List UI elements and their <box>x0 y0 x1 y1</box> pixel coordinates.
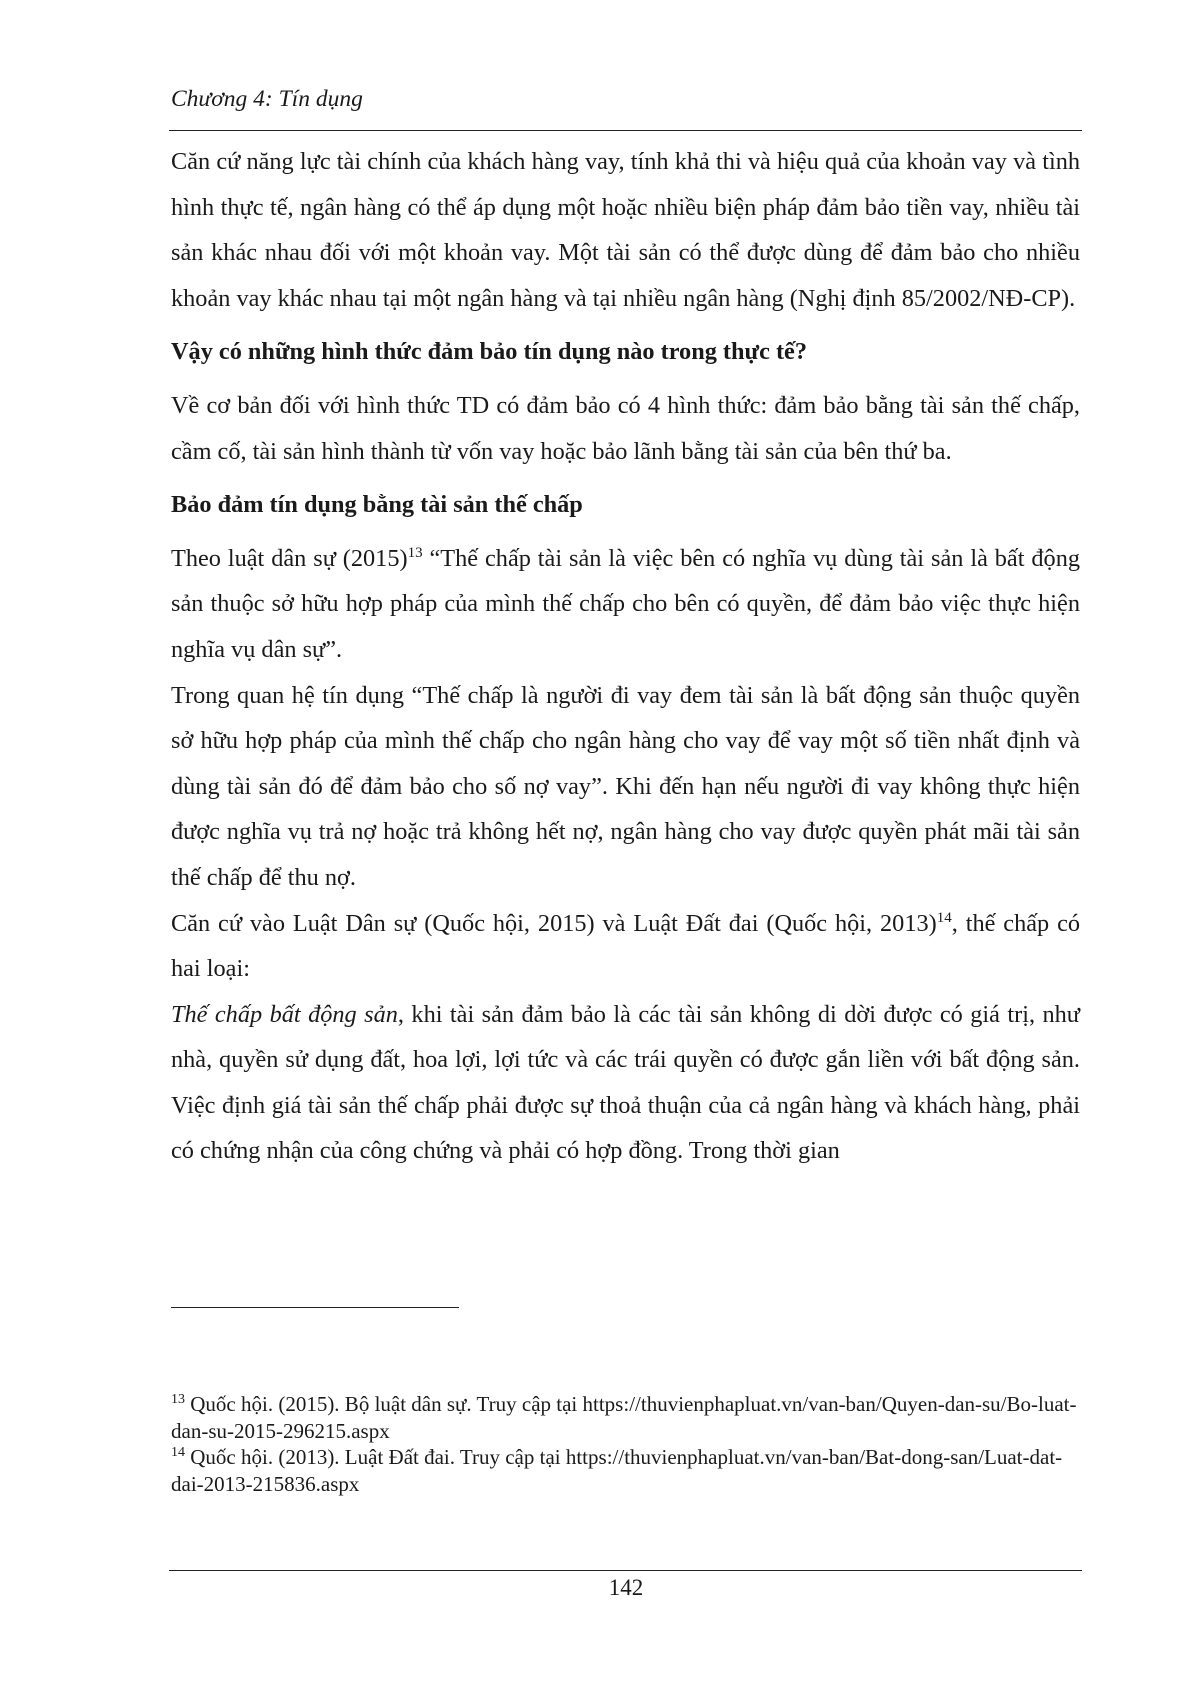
footnote-number-13: 13 <box>171 1392 185 1407</box>
footnote-text-14: Quốc hội. (2013). Luật Đất đai. Truy cập tại https://thuvienphapluat.vn/van-ban/Bat-dong-san/Luat-dat-dai-2013-215836.aspx <box>171 1445 1063 1496</box>
paragraph-2: Về cơ bản đối với hình thức TD có đảm bảo có 4 hình thức: đảm bảo bằng tài sản thế chấp, cầm cố, tài sản hình thành từ vốn vay hoặc bảo lãnh bằng tài sản của bên thứ ba. <box>171 391 1080 465</box>
header-rule <box>169 130 1082 131</box>
footnote-text-13: Quốc hội. (2015). Bộ luật dân sự. Truy cập tại https://thuvienphapluat.vn/van-ban/Quyen-dan-su/Bo-luat-dan-su-2015-296215.aspx <box>171 1392 1077 1443</box>
paragraph-4: Trong quan hệ tín dụng “Thế chấp là người đi vay đem tài sản là bất động sản thuộc quyền sở hữu hợp pháp của mình thế chấp cho ngân hàng cho vay để vay một số tiền nhất định và dùng tài sản đó để đảm bảo cho số nợ vay”. Khi đến hạn nếu người đi vay không thực hiện được nghĩa vụ trả nợ hoặc trả không hết nợ, ngân hàng cho vay được quyền phát mãi tài sản thế chấp để thu nợ. <box>171 681 1080 891</box>
footnote-14 <box>171 1444 1080 1497</box>
paragraph-6-text: , khi tài sản đảm bảo là các tài sản không di dời được có giá trị, như nhà, quyền sử dụng đất, hoa lợi, lợi tức và các trái quyền có được gắn liền với bất động sản. Việc định giá tài sản thế chấp phải được sự thoả thuận của cả ngân hàng và khách hàng, phải có chứng nhận của công chứng và phải có hợp đồng. Trong thời gian <box>171 1000 1080 1165</box>
footnote-number-14: 14 <box>171 1445 185 1460</box>
footnote-ref-14[interactable]: 14 <box>936 909 952 926</box>
paragraph-5 <box>171 901 1080 992</box>
running-header: Chương 4: Tín dụng <box>171 86 363 112</box>
paragraph-3-text-start: Theo luật dân sự (2015) <box>171 544 408 572</box>
paragraph-6-term: Thế chấp bất động sản <box>171 1000 398 1028</box>
paragraph-3-text-end: “Thế chấp tài sản là việc bên có nghĩa vụ dùng tài sản là bất động sản thuộc sở hữu hợp pháp của mình thế chấp cho bên có quyền, để đảm bảo việc thực hiện nghĩa vụ dân sự”. <box>171 544 1080 663</box>
page-number: 142 <box>608 1575 644 1600</box>
footnote-ref-13[interactable]: 13 <box>407 544 423 561</box>
section-heading-2: Bảo đảm tín dụng bằng tài sản thế chấp <box>171 491 583 519</box>
footnote-13 <box>171 1391 1080 1444</box>
section-heading-1: Vậy có những hình thức đảm bảo tín dụng nào trong thực tế? <box>171 338 807 366</box>
paragraph-5-text-end: , thế chấp có hai loại: <box>171 909 1081 983</box>
paragraph-1: Căn cứ năng lực tài chính của khách hàng vay, tính khả thi và hiệu quả của khoản vay và tình hình thực tế, ngân hàng có thể áp dụng một hoặc nhiều biện pháp đảm bảo tiền vay, nhiều tài sản khác nhau đối với một khoản vay. Một tài sản có thể được dùng để đảm bảo cho nhiều khoản vay khác nhau tại một ngân hàng và tại nhiều ngân hàng (Nghị định 85/2002/NĐ-CP). <box>171 148 1080 312</box>
paragraph-6 <box>171 992 1080 1174</box>
main-text <box>171 139 1080 1174</box>
paragraph-5-text-start: Căn cứ vào Luật Dân sự (Quốc hội, 2015) và Luật Đất đai (Quốc hội, 2013) <box>171 909 937 937</box>
footnotes <box>171 1391 1080 1497</box>
paragraph-3 <box>171 536 1080 673</box>
footer-rule <box>169 1570 1082 1571</box>
footnote-separator <box>171 1307 459 1308</box>
